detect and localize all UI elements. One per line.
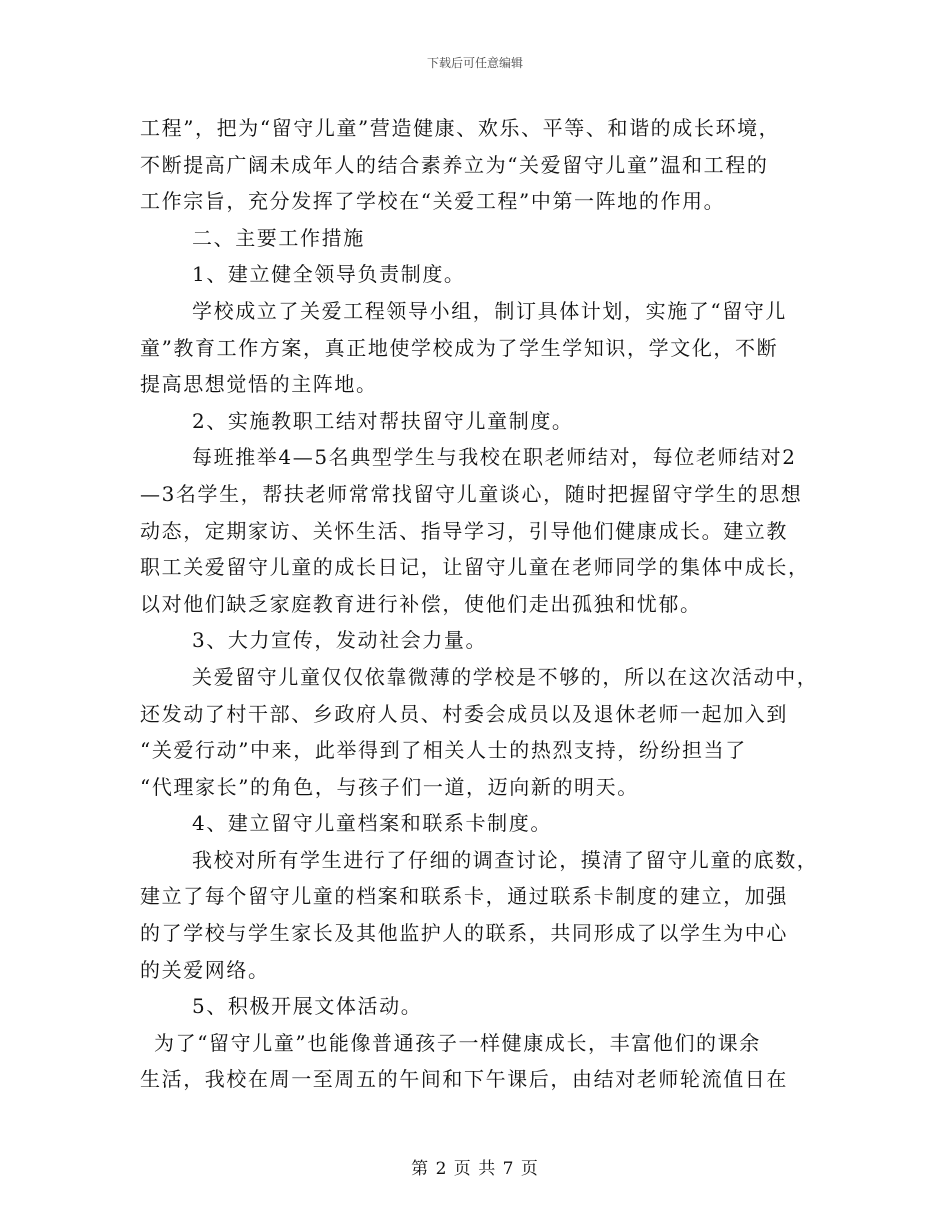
page-header-note: 下载后可任意编辑 <box>426 56 523 70</box>
text-line: 工程”，把为“留守儿童”营造健康、欢乐、平等、和谐的成长环境， <box>140 116 781 140</box>
text-line: 童”教育工作方案，真正地使学校成为了学生学知识，学文化，不断 <box>140 335 779 360</box>
text-line: 每班推举4—5名典型学生与我校在职老师结对，每位老师结对2 <box>192 445 797 470</box>
text-line: 还发动了村干部、乡政府人员、村委会成员以及退休老师一起加入到 <box>140 701 788 726</box>
text-line: 1、建立健全领导负责制度。 <box>192 262 466 287</box>
text-line: 关爱留守儿童仅仅依靠微薄的学校是不够的，所以在这次活动中， <box>192 664 819 689</box>
text-line: —3名学生，帮扶老师常常找留守儿童谈心，随时把握留守学生的思想 <box>140 481 803 506</box>
text-line: 生活，我校在周一至周五的午间和下午课后，由结对老师轮流值日在 <box>140 1067 788 1092</box>
text-line: 4、建立留守儿童档案和联系卡制度。 <box>192 811 552 836</box>
text-line: 二、主要工作措施 <box>192 225 365 250</box>
text-line: 的了学校与学生家长及其他监护人的联系，共同形成了以学生为中心 <box>140 921 788 946</box>
text-line: 学校成立了关爱工程领导小组，制订具体计划，实施了“留守儿 <box>192 298 788 323</box>
text-line: 为了“留守儿童”也能像普通孩子一样健康成长，丰富他们的课余 <box>154 1030 761 1055</box>
text-line: “代理家长”的角色，与孩子们一道，迈向新的明天。 <box>140 774 639 799</box>
text-line: 2、实施教职工结对帮扶留守儿童制度。 <box>192 408 574 433</box>
text-line: 我校对所有学生进行了仔细的调查讨论，摸清了留守儿童的底数， <box>192 847 819 872</box>
text-line: 以对他们缺乏家庭教育进行补偿，使他们走出孤独和忧郁。 <box>140 591 702 616</box>
text-line: 的关爱网络。 <box>140 957 270 982</box>
text-line: “关爱行动”中来，此举得到了相关人士的热烈支持，纷纷担当了 <box>140 738 747 763</box>
text-line: 5、积极开展文体活动。 <box>192 994 423 1019</box>
text-line: 提高思想觉悟的主阵地。 <box>140 372 378 397</box>
text-line: 建立了每个留守儿童的档案和联系卡，通过联系卡制度的建立，加强 <box>140 884 788 909</box>
text-line: 不断提高广阔未成年人的结合素养立为“关爱留守儿童”温和工程的 <box>140 152 769 177</box>
document-body <box>140 110 820 1098</box>
text-line: 职工关爱留守儿童的成长日记，让留守儿童在老师同学的集体中成长， <box>140 555 810 580</box>
text-line: 工作宗旨，充分发挥了学校在“关爱工程”中第一阵地的作用。 <box>140 189 726 214</box>
text-line: 3、大力宣传，发动社会力量。 <box>192 628 488 653</box>
page-number: 第 2 页 共 7 页 <box>411 1159 539 1179</box>
text-line: 动态，定期家访、关怀生活、指导学习，引导他们健康成长。建立教 <box>140 518 788 543</box>
